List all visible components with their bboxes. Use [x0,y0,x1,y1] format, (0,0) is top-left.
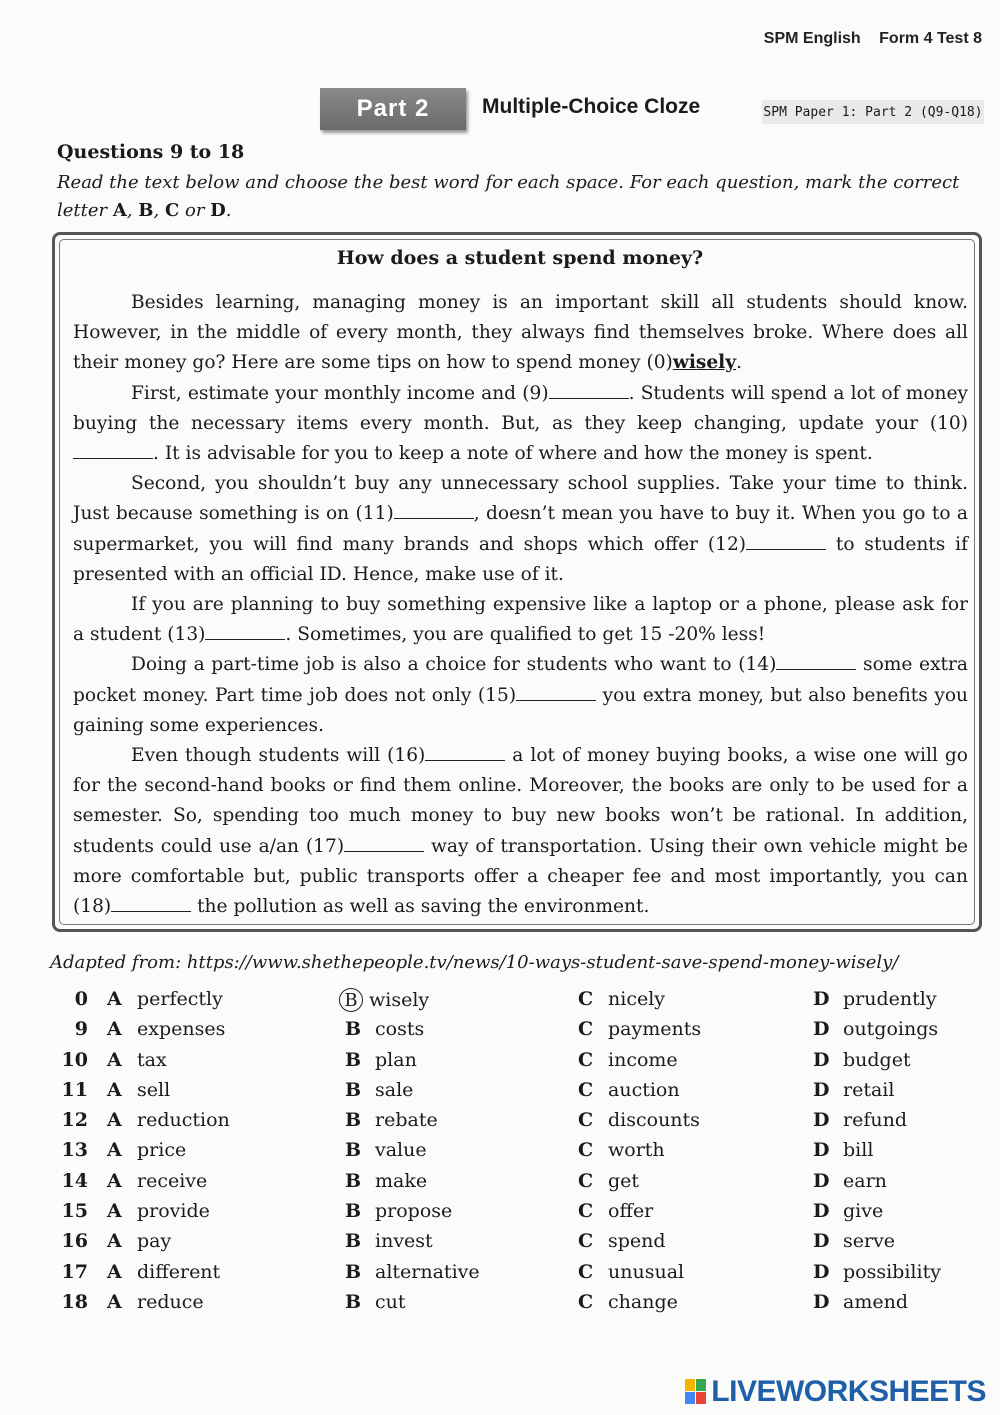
passage-text [73,288,968,922]
instructions-separator: , [126,200,139,221]
blank-16[interactable] [425,746,505,761]
text: to students if presented with an official ID. Hence, make use of it. [73,533,968,585]
instructions [57,169,987,225]
option-b[interactable] [345,1170,427,1192]
option-letter: C [578,1200,594,1223]
paragraph-1 [73,288,968,379]
text: way of transportation. Using their own vehicle might be more comfortable but, public transports offer a cheaper fee and most importantly, you can (18) [73,835,968,918]
question-number: 13 [61,1139,88,1162]
option-text: sell [137,1078,171,1101]
brand-name: LIVEWORKSHEETS [711,1375,986,1408]
option-letter: C [578,1230,594,1253]
text: you extra money, but also benefits you gaining some experiences. [73,684,968,736]
option-row-0 [0,988,1000,1018]
option-text: nicely [608,988,666,1010]
instructions-or: or [179,200,211,221]
option-text: earn [843,1169,887,1192]
option-c[interactable] [578,1139,665,1161]
option-text: plan [375,1048,417,1071]
question-number: 18 [61,1290,88,1313]
blank-12[interactable] [746,535,826,550]
question-number: 11 [61,1078,88,1101]
option-d[interactable] [813,1261,941,1283]
question-number: 17 [61,1260,88,1283]
paragraph-4 [73,590,968,650]
option-row-10 [0,1049,1000,1079]
option-c[interactable] [578,1109,700,1131]
option-letter: A [107,1260,122,1283]
instructions-separator: , [153,200,165,221]
option-letter: C [578,1290,594,1313]
question-number: 12 [61,1109,88,1132]
answer-options [0,988,1000,1321]
option-letter: A [107,1200,122,1223]
option-letter: D [813,1078,830,1101]
text: If you are planning to buy something expensive like a laptop or a phone, please ask for a student (13) [73,594,968,646]
option-text: bill [843,1139,874,1162]
question-number: 10 [61,1048,88,1071]
passage-title: How does a student spend money? [336,247,704,269]
option-d[interactable] [813,1139,873,1161]
blank-15[interactable] [516,686,596,701]
option-c[interactable] [578,1230,666,1252]
text: , doesn’t mean you have to buy it. When you go to a supermarket, you will find many brands and shops which offer (12) [73,503,968,555]
option-a[interactable] [107,1018,225,1040]
option-a[interactable] [107,1079,170,1101]
option-letter: D [813,1200,830,1223]
text: Besides learning, managing money is an important skill all students should know. However, in the middle of every month, they always find themselves broke. Where does all their money go? Here are some tips on how to spend money (0) [73,292,968,374]
source-citation: Adapted from: https://www.shethepeople.tv/news/10-ways-student-save-spend-money-wisely/ [50,952,899,973]
letter-c: C [164,200,180,221]
option-letter: D [813,1169,830,1192]
questions-heading: Questions 9 to 18 [57,141,245,163]
option-letter: A [107,1139,122,1162]
option-text: rebate [375,1109,438,1132]
blank-11[interactable] [394,504,474,519]
paragraph-2 [73,379,968,470]
option-letter: B [345,1109,362,1132]
option-text: unusual [608,1260,685,1283]
option-text: auction [608,1078,680,1101]
option-d[interactable] [813,1230,895,1252]
option-text: wisely [369,989,430,1011]
option-a[interactable] [107,1261,220,1283]
option-d[interactable] [813,1018,938,1040]
option-b[interactable] [345,1139,427,1161]
option-a[interactable] [107,1230,171,1252]
letter-a: A [112,200,127,221]
option-b-selected[interactable] [345,988,429,1012]
liveworksheets-icon [685,1379,707,1405]
option-text: reduce [137,1290,204,1313]
option-text: worth [608,1139,665,1162]
option-text: price [137,1139,187,1162]
circled-letter: B [339,988,363,1012]
option-text: reduction [137,1109,230,1132]
option-letter: B [345,1260,362,1283]
option-text: budget [843,1048,911,1071]
option-b[interactable] [345,1261,480,1283]
text: a lot of money buying books, a wise one will go for the second-hand books or find them online. Moreover, the books are only to be used for a semester. So, spending too much money to buy new books won’t be rational. In addition, students could use a/an (17) [73,745,968,857]
option-a[interactable] [107,1291,204,1313]
option-letter: C [578,1260,594,1283]
option-b[interactable] [345,1018,424,1040]
option-text: refund [843,1109,907,1132]
question-number: 16 [61,1230,88,1253]
option-letter: B [345,1200,362,1223]
blank-9[interactable] [549,384,629,399]
option-text: costs [375,1018,425,1041]
option-c[interactable] [578,1261,684,1283]
option-letter: D [813,1260,830,1283]
text: Doing a part-time job is also a choice for students who want to (14) [131,654,777,676]
option-letter: C [578,1048,594,1071]
option-text: pay [137,1230,172,1253]
option-text: spend [608,1230,666,1253]
text: Even though students will (16) [131,745,426,767]
text: Second, you shouldn’t buy any unnecessary school supplies. Take your time to think. Just because something is on (11) [73,473,968,525]
option-text: retail [843,1078,895,1101]
option-d[interactable] [813,1049,911,1071]
option-letter: D [813,988,830,1010]
option-text: get [608,1169,640,1192]
paragraph-6 [73,741,968,922]
part-badge: Part 2 [320,88,466,130]
option-d[interactable] [813,1109,907,1131]
option-letter: C [578,1169,594,1192]
option-text: income [608,1048,678,1071]
option-text: discounts [608,1109,700,1132]
book-title: SPM English [763,30,861,47]
instructions-end: . [225,200,232,221]
example-answer: wisely [672,352,737,374]
option-text: outgoings [843,1018,939,1041]
option-text: change [608,1290,678,1313]
option-text: different [137,1260,221,1283]
option-d[interactable] [813,988,937,1010]
option-a[interactable] [107,1109,230,1131]
letter-d: D [210,200,226,221]
paragraph-5 [73,650,968,741]
option-c[interactable] [578,1049,678,1071]
text: some extra pocket money. Part time job does not only (15) [73,654,968,706]
option-text: serve [843,1230,896,1253]
option-letter: B [345,1139,362,1162]
option-letter: B [345,1230,362,1253]
option-text: make [375,1169,428,1192]
option-text: expenses [137,1018,226,1041]
option-d[interactable] [813,1170,887,1192]
option-text: perfectly [137,988,223,1010]
option-c[interactable] [578,988,665,1010]
option-letter: A [107,1169,122,1192]
option-row-11 [0,1079,1000,1109]
option-c[interactable] [578,1018,701,1040]
option-text: alternative [375,1260,480,1283]
option-row-15 [0,1200,1000,1230]
option-letter: A [107,1109,122,1132]
option-row-13 [0,1139,1000,1169]
option-a[interactable] [107,988,223,1010]
option-letter: B [345,1018,362,1041]
option-a[interactable] [107,1170,207,1192]
paragraph-3 [73,469,968,590]
option-row-14 [0,1170,1000,1200]
option-letter: C [578,1139,594,1162]
option-letter: A [107,1078,122,1101]
option-d[interactable] [813,1291,908,1313]
option-text: offer [608,1200,654,1223]
text: First, estimate your monthly income and (9) [131,382,549,404]
letter-b: B [138,200,154,221]
blank-14[interactable] [776,655,856,670]
option-b[interactable] [345,1079,413,1101]
option-letter: B [345,1169,362,1192]
option-text: amend [843,1290,908,1313]
liveworksheets-logo [685,1375,986,1409]
option-row-12 [0,1109,1000,1139]
paper-reference: SPM Paper 1: Part 2 (Q9-Q18) [762,100,984,124]
option-text: cut [375,1290,406,1313]
option-letter: D [813,1290,830,1313]
option-letter: B [345,1048,362,1071]
option-letter: C [578,1078,594,1101]
option-letter: A [107,1290,122,1313]
option-row-18 [0,1291,1000,1321]
question-number: 14 [61,1169,88,1192]
option-text: possibility [843,1260,941,1283]
option-b[interactable] [345,1049,417,1071]
option-text: prudently [843,988,937,1010]
option-a[interactable] [107,1049,167,1071]
option-letter: C [578,1109,594,1132]
text: . [736,352,742,374]
option-text: tax [137,1048,167,1071]
option-row-16 [0,1230,1000,1260]
blank-13[interactable] [205,625,285,640]
option-letter: D [813,1230,830,1253]
option-letter: A [107,988,122,1010]
text: . Students will spend a lot of money buying the necessary items every month. But, as they keep changing, update your (10) [73,382,968,434]
option-d[interactable] [813,1079,894,1101]
option-letter: D [813,1139,830,1162]
option-letter: D [813,1018,830,1041]
option-c[interactable] [578,1291,678,1313]
question-number: 9 [74,1018,88,1041]
text: the pollution as well as saving the environment. [191,896,650,918]
option-c[interactable] [578,1200,653,1222]
option-letter: B [345,1078,362,1101]
option-d[interactable] [813,1200,883,1222]
option-b[interactable] [345,1109,438,1131]
instructions-text: Read the text below and choose the best word for each space. For each question, mark the correct letter [57,172,960,221]
option-letter: A [107,1230,122,1253]
option-b[interactable] [345,1200,452,1222]
option-text: value [375,1139,427,1162]
option-text: propose [375,1200,453,1223]
option-c[interactable] [578,1170,639,1192]
text: . It is advisable for you to keep a note of where and how the money is spent. [153,443,873,465]
option-letter: C [578,988,594,1010]
option-letter: D [813,1109,830,1132]
option-a[interactable] [107,1200,210,1222]
option-b[interactable] [345,1291,406,1313]
option-text: sale [375,1078,414,1101]
option-text: receive [137,1169,208,1192]
option-text: provide [137,1200,210,1223]
part-title: Multiple-Choice Cloze [482,95,701,118]
option-row-17 [0,1261,1000,1291]
blank-18[interactable] [111,897,191,912]
option-text: give [843,1200,884,1223]
option-letter: C [578,1018,594,1041]
option-letter: A [107,1048,122,1071]
blank-10[interactable] [73,444,153,459]
option-letter: D [813,1048,830,1071]
question-number: 15 [61,1200,88,1223]
option-a[interactable] [107,1139,186,1161]
option-letter: B [345,1290,362,1313]
option-row-9 [0,1018,1000,1048]
option-letter: A [107,1018,122,1041]
question-number: 0 [74,988,88,1010]
text: . Sometimes, you are qualified to get 15 -20% less! [285,624,766,646]
option-b[interactable] [345,1230,433,1252]
option-text: payments [608,1018,702,1041]
option-text: invest [375,1230,433,1253]
page-header [750,30,982,48]
blank-17[interactable] [344,837,424,852]
form-test-label: Form 4 Test 8 [879,30,982,47]
option-c[interactable] [578,1079,680,1101]
